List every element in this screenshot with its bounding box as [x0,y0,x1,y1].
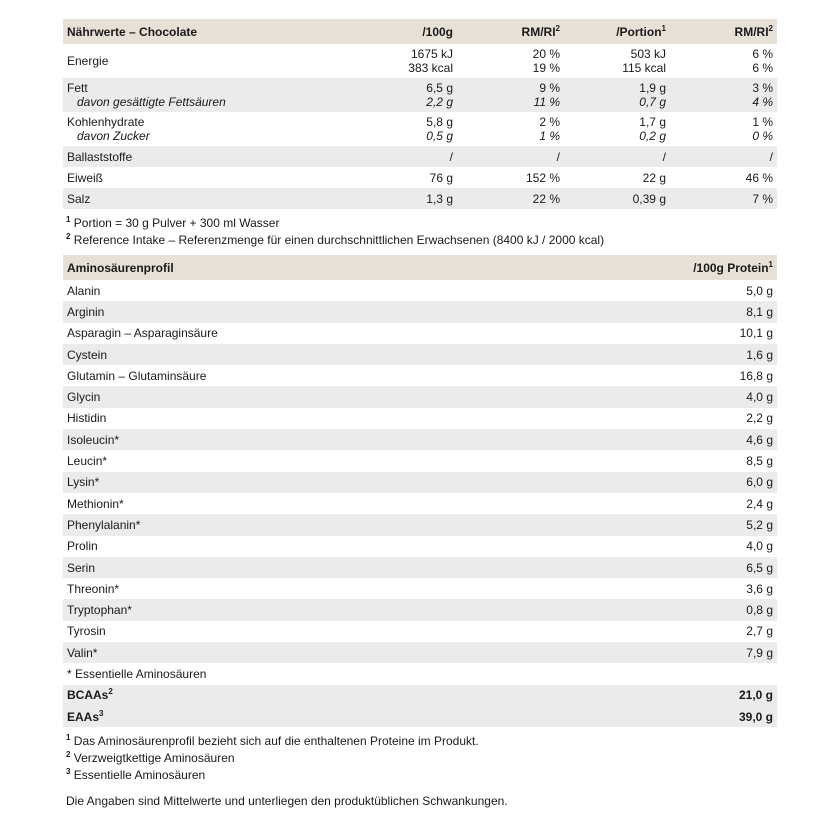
amino-name: Methionin* [67,496,124,511]
bcaa-value: 21,0 g [738,688,773,703]
amino-row [63,408,777,429]
nutrient-subname: davon Zucker [77,129,150,143]
amino-value: 3,6 g [746,581,773,596]
amino-header-value: /100g Protein$^1$ [693,259,773,275]
amino-value: 8,5 g [746,454,773,469]
nutrition-header-portion: /Portion$^1$ [616,23,666,39]
eaa-value: 39,0 g [738,709,773,724]
amino-name: Valin* [67,645,98,660]
nutrient-per100: / [449,149,453,164]
amino-footnotes [66,733,777,784]
amino-name: Arginin [67,304,105,319]
nutrient-name: Energie [67,54,109,68]
amino-value: 16,8 g [739,368,773,383]
amino-name: Lysin* [67,475,100,490]
nutrient-rmri: 2 % 1 % [539,115,560,143]
eaa-label: EAAs$^3$ [67,708,104,724]
nutrient-portion: 22 g [642,170,666,185]
amino-name: Serin [67,560,96,575]
amino-value: 5,2 g [746,517,773,532]
footnote: $^2$ Verzweigtkettige Aminosäuren [66,750,235,766]
nutrient-rmri-portion: 6 % 6 % [752,47,773,75]
amino-row [63,365,777,386]
nutrition-document [63,19,777,808]
amino-name: Histidin [67,411,107,426]
amino-name: Alanin [67,283,101,298]
nutrient-per100: 1,3 g [426,191,453,206]
amino-row [63,536,777,557]
amino-header-name: Aminosäurenprofil [67,260,174,275]
bcaa-label: BCAAs$^2$ [67,687,113,703]
amino-header-row [63,255,777,280]
footnote: $^2$ Reference Intake – Referenzmenge für einen durchschnittlichen Erwachsenen (8400 kJ / 2000 kcal) [66,232,605,247]
nutrient-per100: 76 g [429,170,453,185]
amino-row [63,599,777,620]
amino-name: Phenylalanin* [67,517,141,532]
amino-value: 4,0 g [746,390,773,405]
amino-row [63,621,777,642]
bcaa-row [63,685,777,706]
amino-value: 6,0 g [746,475,773,490]
essential-note-row [63,663,777,684]
nutrient-subname: davon gesättigte Fettsäuren [77,95,226,109]
amino-row [63,450,777,471]
amino-name: Glycin [67,390,101,405]
amino-value: 7,9 g [746,645,773,660]
amino-row [63,280,777,301]
nutrition-row-salz [63,188,777,209]
nutrition-row-fett [63,78,777,112]
amino-value: 5,0 g [746,283,773,298]
amino-name: Tyrosin [67,624,106,639]
essential-note: * Essentielle Aminosäuren [67,666,207,681]
amino-row [63,429,777,450]
footnote: $^1$ Portion = 30 g Pulver + 300 ml Wasser [66,215,280,230]
amino-row [63,514,777,535]
nutrition-footnotes [66,215,777,249]
nutrient-portion: 1,7 g 0,2 g [639,115,666,143]
nutrient-per100: 1675 kJ 383 kcal [408,47,453,75]
amino-value: 2,7 g [746,624,773,639]
nutrient-portion: / [662,149,666,164]
nutrient-per100: 6,5 g 2,2 g [426,81,453,109]
amino-row [63,557,777,578]
disclaimer-footer: Die Angaben sind Mittelwerte und unterliegen den produktüblichen Schwankungen. [66,794,508,809]
amino-value: 2,2 g [746,411,773,426]
amino-name: Isoleucin* [67,432,120,447]
amino-value: 8,1 g [746,304,773,319]
nutrition-row-kohlenhydrate [63,112,777,146]
nutrient-rmri-portion: 7 % [752,191,773,206]
amino-value: 4,0 g [746,539,773,554]
footnote: $^1$ Das Aminosäurenprofil bezieht sich auf die enthaltenen Proteine im Produkt. [66,733,479,749]
amino-row [63,642,777,663]
amino-row [63,344,777,365]
nutrition-header-per100: /100g [422,24,453,39]
amino-name: Cystein [67,347,108,362]
nutrition-header-name: Nährwerte – Chocolate [67,24,198,39]
amino-value: 10,1 g [739,326,773,341]
amino-name: Threonin* [67,581,120,596]
nutrition-header-rmri: $RM/RI^2$ [521,23,560,39]
amino-row [63,472,777,493]
amino-value: 1,6 g [746,347,773,362]
nutrition-row-ballaststoffe [63,146,777,167]
amino-name: Leucin* [67,454,108,469]
nutrient-per100: 5,8 g 0,5 g [426,115,453,143]
nutrition-row-eiweiss [63,167,777,188]
nutrient-name: Kohlenhydrate davon Zucker [63,112,308,146]
eaa-row [63,706,777,727]
nutrition-header-rmri-portion: $RM/RI^2$ [734,23,773,39]
amino-name: Prolin [67,539,98,554]
nutrition-table [63,19,777,209]
amino-name: Tryptophan* [67,603,132,618]
amino-rows [63,280,777,663]
nutrient-rmri-portion: / [769,149,773,164]
nutrient-rmri-portion: 1 % 0 % [752,115,773,143]
nutrient-portion: 0,39 g [632,191,666,206]
nutrient-name: Salz [67,191,91,206]
footnote: $^3$ Essentielle Aminosäuren [66,767,206,783]
amino-row [63,578,777,599]
nutrient-rmri: 20 % 19 % [532,47,560,75]
nutrition-row-energie [63,44,777,78]
nutrient-rmri: / [556,149,560,164]
nutrient-rmri: 9 % 11 % [533,81,560,109]
nutrient-name: Eiweiß [67,170,104,185]
nutrient-portion: 503 kJ 115 kcal [622,47,666,75]
nutrient-name: Ballaststoffe [67,149,133,164]
nutrition-header-row [63,19,777,44]
amino-table [63,255,777,727]
amino-row [63,301,777,322]
nutrient-rmri-portion: 3 % 4 % [752,81,773,109]
nutrient-rmri: 22 % [532,191,560,206]
amino-name: Glutamin – Glutaminsäure [67,368,207,383]
amino-name: Asparagin – Asparaginsäure [67,326,218,341]
amino-row [63,323,777,344]
amino-value: 0,8 g [746,603,773,618]
nutrient-rmri: 152 % [525,170,560,185]
amino-value: 4,6 g [746,432,773,447]
amino-row [63,493,777,514]
amino-value: 2,4 g [746,496,773,511]
amino-row [63,386,777,407]
amino-value: 6,5 g [746,560,773,575]
nutrient-rmri-portion: 46 % [745,170,773,185]
nutrient-name: Fett davon gesättigte Fettsäuren [63,78,308,112]
nutrient-portion: 1,9 g 0,7 g [639,81,666,109]
